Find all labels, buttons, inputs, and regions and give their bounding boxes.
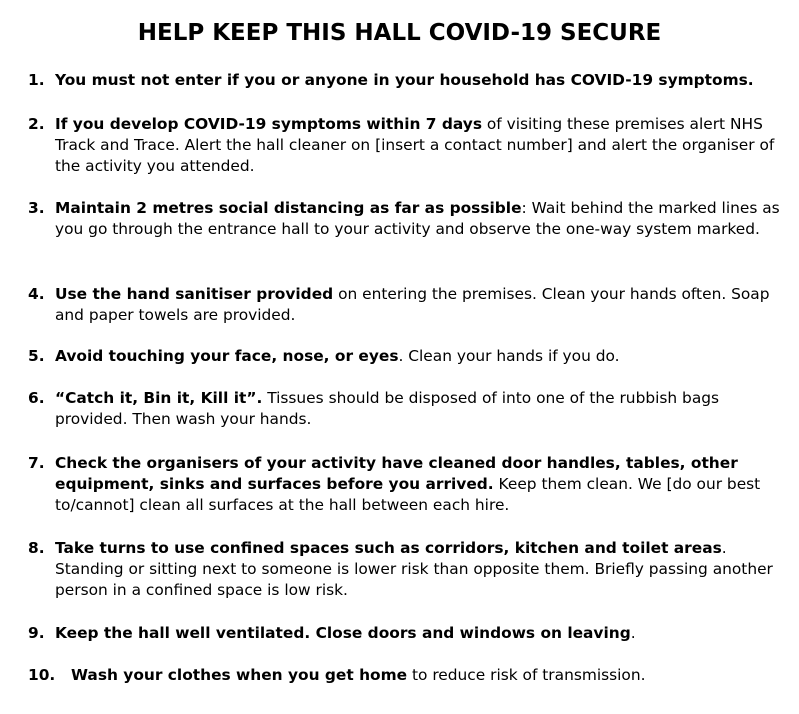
item-number: 10. <box>28 666 56 684</box>
item-number: 4. <box>28 285 45 303</box>
item-number: 2. <box>28 115 45 133</box>
item-bold-text: Check the organisers of your activity have cleaned door handles, tables, other equipment, sinks and surfaces before you arrived. <box>55 454 738 493</box>
item-body <box>71 665 780 686</box>
item-text: . Clean your hands if you do. <box>398 347 620 365</box>
item-text: . <box>630 624 636 642</box>
list-item <box>28 453 780 516</box>
item-text: on entering the premises. Clean your hands often. Soap and paper towels are provided. <box>55 285 770 324</box>
item-bold-text: Avoid touching your face, nose, or eyes <box>55 347 399 365</box>
item-body <box>55 284 780 326</box>
item-bold-text: If you develop COVID-19 symptoms within 7 days <box>55 115 482 133</box>
list-item <box>28 665 780 686</box>
item-number: 6. <box>28 389 45 407</box>
list-item <box>28 623 780 644</box>
item-bold-text: Use the hand sanitiser provided <box>55 285 334 303</box>
item-number: 8. <box>28 539 45 557</box>
item-body <box>55 623 780 644</box>
list-item <box>28 198 780 240</box>
item-bold-text: Keep the hall well ventilated. Close doors and windows on leaving <box>55 624 631 642</box>
item-number: 5. <box>28 347 45 365</box>
list-item <box>28 538 780 601</box>
item-text: . Standing or sitting next to someone is lower risk than opposite them. Briefly passing another person in a confined space is low risk. <box>55 539 773 599</box>
item-body <box>55 453 780 516</box>
item-text: Tissues should be disposed of into one of the rubbish bags provided. Then wash your hands. <box>55 389 720 428</box>
item-body <box>55 114 780 177</box>
item-body <box>55 198 780 240</box>
list-item <box>28 114 780 177</box>
item-text: : Wait behind the marked lines as you go through the entrance hall to your activity and observe the one-way system marked. <box>55 199 780 238</box>
list-item <box>28 70 780 91</box>
list-item <box>28 284 780 326</box>
item-number: 1. <box>28 71 45 89</box>
item-text: of visiting these premises alert NHS Track and Trace. Alert the hall cleaner on [insert a contact number] and alert the organiser of the activity you attended. <box>55 115 775 175</box>
item-bold-text: Wash your clothes when you get home <box>71 666 408 684</box>
item-number: 7. <box>28 454 45 472</box>
item-body <box>55 388 780 430</box>
list-item <box>28 388 780 430</box>
item-text: Keep them clean. We [do our best to/cannot] clean all surfaces at the hall between each hire. <box>55 475 761 514</box>
item-body <box>55 346 780 367</box>
item-bold-text: “Catch it, Bin it, Kill it”. <box>55 389 263 407</box>
item-body <box>55 70 780 91</box>
item-bold-text: You must not enter if you or anyone in your household has COVID-19 symptoms. <box>55 71 754 89</box>
item-bold-text: Maintain 2 metres social distancing as far as possible <box>55 199 522 217</box>
item-number: 3. <box>28 199 45 217</box>
list-item <box>28 346 780 367</box>
item-body <box>55 538 780 601</box>
item-bold-text: Take turns to use confined spaces such as corridors, kitchen and toilet areas <box>55 539 722 557</box>
item-text: to reduce risk of transmission. <box>407 666 646 684</box>
item-number: 9. <box>28 624 45 642</box>
page-title: HELP KEEP THIS HALL COVID-19 SECURE <box>137 20 662 46</box>
